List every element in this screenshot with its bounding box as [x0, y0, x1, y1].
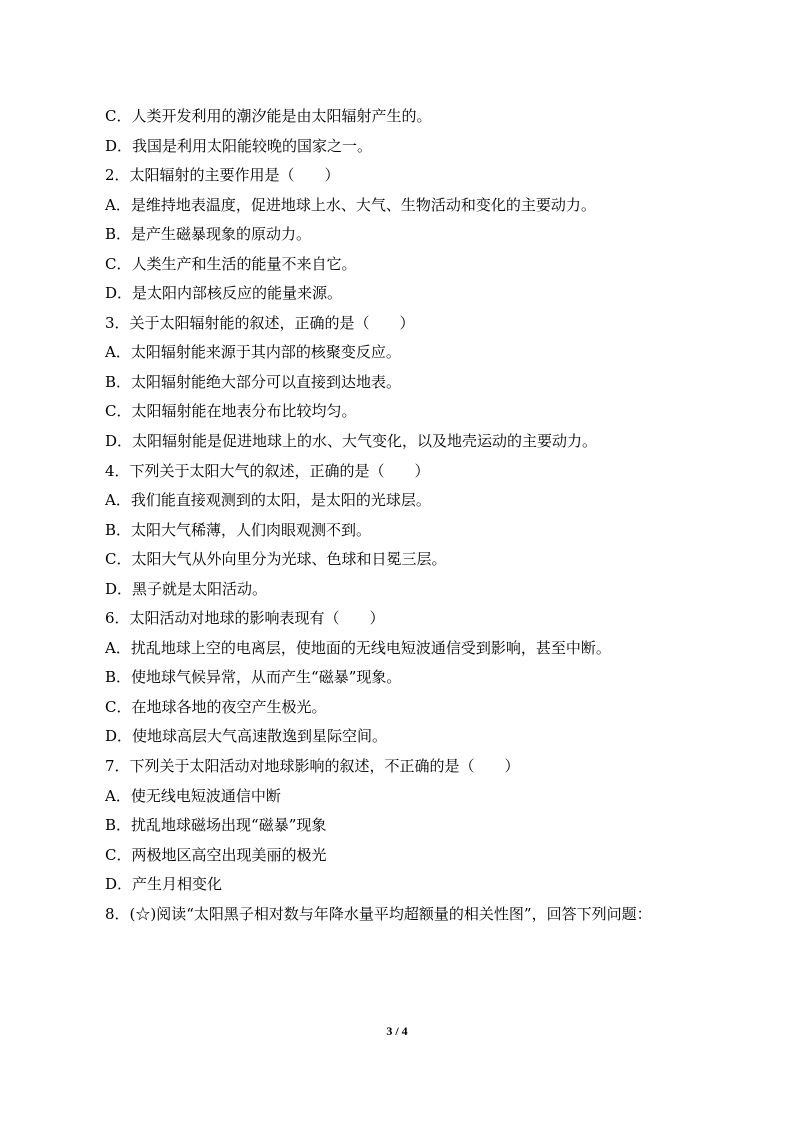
- option-line: D．太阳辐射能是促进地球上的水、大气变化，以及地壳运动的主要动力。: [105, 432, 598, 451]
- option-line: A．太阳辐射能来源于其内部的核聚变反应。: [105, 343, 401, 362]
- option-line: D．黑子就是太阳活动。: [105, 579, 268, 598]
- question-line: 4．下列关于太阳大气的叙述，正确的是（ ）: [105, 461, 430, 480]
- option-line: D．使地球高层大气高速散逸到星际空间。: [105, 727, 388, 746]
- option-line: D．我国是利用太阳能较晚的国家之一。: [105, 136, 373, 155]
- page-number: 3 / 4: [386, 1024, 408, 1038]
- option-line: A．扰乱地球上空的电离层，使地面的无线电短波通信受到影响，甚至中断。: [105, 638, 611, 657]
- option-line: C．在地球各地的夜空产生极光。: [105, 697, 327, 716]
- option-line: B．太阳大气稀薄，人们肉眼观测不到。: [105, 520, 372, 539]
- option-line: B．扰乱地球磁场出现“磁暴”现象: [105, 816, 327, 835]
- question-line: 8．(☆)阅读“太阳黑子相对数与年降水量平均超额量的相关性图”，回答下列问题：: [105, 904, 652, 923]
- option-line: B．是产生磁暴现象的原动力。: [105, 225, 312, 244]
- option-line: C．两极地区高空出现美丽的极光: [105, 845, 327, 864]
- question-line: 6．太阳活动对地球的影响表现有（ ）: [105, 609, 385, 628]
- question-line: 7．下列关于太阳活动对地球影响的叙述，不正确的是（ ）: [105, 757, 520, 776]
- question-line: 2．太阳辐射的主要作用是（ ）: [105, 166, 340, 185]
- option-line: A．是维持地表温度，促进地球上水、大气、生物活动和变化的主要动力。: [105, 195, 596, 214]
- option-line: D．产生月相变化: [105, 875, 223, 894]
- option-line: C．太阳辐射能在地表分布比较均匀。: [105, 402, 357, 421]
- option-line: B．太阳辐射能绝大部分可以直接到达地表。: [105, 372, 402, 391]
- option-line: A．我们能直接观测到的太阳，是太阳的光球层。: [105, 491, 431, 510]
- option-line: C．人类开发利用的潮汐能是由太阳辐射产生的。: [105, 107, 432, 125]
- question-text-block: [105, 102, 745, 929]
- option-line: A．使无线电短波通信中断: [105, 786, 281, 805]
- option-line: D．是太阳内部核反应的能量来源。: [105, 284, 343, 303]
- option-line: C．太阳大气从外向里分为光球、色球和日冕三层。: [105, 550, 447, 569]
- option-line: B．使地球气候异常，从而产生“磁暴”现象。: [105, 668, 402, 687]
- question-line: 3．关于太阳辐射能的叙述，正确的是（ ）: [105, 313, 415, 332]
- option-line: C．人类生产和生活的能量不来自它。: [105, 254, 357, 273]
